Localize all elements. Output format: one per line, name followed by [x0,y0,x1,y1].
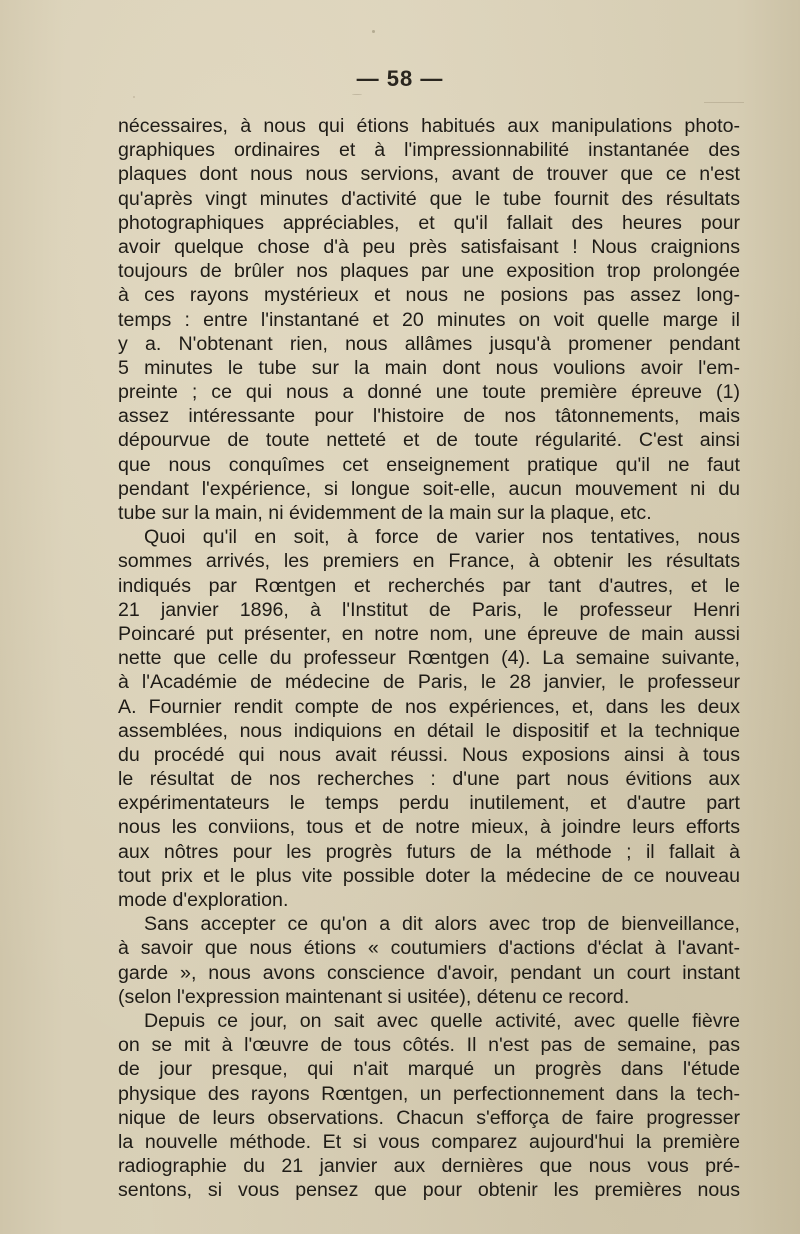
text-line: de jour presque, qui n'ait marqué un progrès dans l'étude [118,1058,740,1081]
text-line: pendant l'expérience, si longue soit-elle, aucun mouvement ni du [118,477,740,500]
text-line: preinte ; ce qui nous a donné une toute première épreuve (1) [118,381,740,404]
text-line: temps : entre l'instantané et 20 minutes on voit quelle marge il [118,308,740,331]
text-line: garde », nous avons conscience d'avoir, pendant un court instant [118,961,740,984]
text-line: nous les conviions, tous et de notre mieux, à joindre leurs efforts [118,816,740,839]
text-line: on se mit à l'œuvre de tous côtés. Il n'est pas de semaine, pas [118,1034,740,1057]
text-line: expérimentateurs le temps perdu inutilement, et d'autre part [118,792,740,815]
text-line: photographiques appréciables, et qu'il fallait des heures pour [118,211,740,234]
text-line: indiqués par Rœntgen et recherchés par tant d'autres, et le [118,574,740,597]
text-line: tube sur la main, ni évidemment de la main sur la plaque, etc. [118,502,652,524]
text-line: la nouvelle méthode. Et si vous comparez aujourd'hui la première [118,1130,740,1153]
text-line: nette que celle du professeur Rœntgen (4). La semaine suivante, [118,647,740,670]
text-line: toujours de brûler nos plaques par une exposition trop prolongée [118,260,740,283]
text-line: (selon l'expression maintenant si usitée), détenu ce record. [118,985,630,1008]
paper-speck [372,30,375,33]
paper-speck [704,102,744,103]
text-line: que nous conquîmes cet enseignement pratique qu'il ne faut [118,453,740,476]
text-line: Poincaré put présenter, en notre nom, une épreuve de main aussi [118,622,740,645]
paper-speck [133,96,135,98]
text-line: assez intéressante pour l'histoire de nos tâtonnements, mais [118,405,740,428]
text-line: sommes arrivés, les premiers en France, à obtenir les résultats [118,550,740,573]
text-line: nique de leurs observations. Chacun s'efforça de faire progresser [118,1106,740,1129]
text-line: Sans accepter ce qu'on a dit alors avec trop de bienveillance, [144,913,740,936]
text-line: radiographie du 21 janvier aux dernières que nous vous pré- [118,1155,740,1178]
text-line: physique des rayons Rœntgen, un perfectionnement dans la tech- [118,1082,740,1105]
text-line: à ces rayons mystérieux et nous ne posions pas assez long- [118,284,740,307]
text-line: Quoi qu'il en soit, à force de varier nos tentatives, nous [144,526,740,549]
text-line: dépourvue de toute netteté et de toute régularité. C'est ainsi [118,429,740,452]
text-line: nécessaires, à nous qui étions habitués aux manipulations photo- [118,115,740,137]
text-line: y a. N'obtenant rien, nous allâmes jusqu'à promener pendant [118,332,740,355]
text-line: le résultat de nos recherches : d'une part nous évitions aux [118,768,740,791]
text-line: assemblées, nous indiquions en détail le dispositif et la technique [118,719,740,742]
text-line: avoir quelque chose d'à peu près satisfaisant ! Nous craignions [118,235,740,258]
text-line: du procédé qui nous avait réussi. Nous exposions ainsi à tous [118,743,740,766]
text-line: sentons, si vous pensez que pour obtenir les premières nous [118,1179,740,1202]
text-line: aux nôtres pour les progrès futurs de la méthode ; il fallait à [118,840,740,863]
text-line: graphiques ordinaires et à l'impressionnabilité instantanée des [118,139,740,162]
text-line: à l'Académie de médecine de Paris, le 28 janvier, le professeur [118,671,740,694]
text-line: A. Fournier rendit compte de nos expériences, et, dans les deux [118,695,740,718]
text-line: tout prix et le plus vite possible doter la médecine de ce nouveau [118,864,740,887]
body-text [118,114,740,1202]
text-line: Depuis ce jour, on sait avec quelle activité, avec quelle fièvre [144,1009,740,1032]
page-number: — 58 — [356,66,444,91]
text-line: qu'après vingt minutes d'activité que le tube fournit des résultats [118,187,740,210]
text-line: 5 minutes le tube sur la main dont nous voulions avoir l'em- [118,356,740,379]
text-line: mode d'exploration. [118,889,289,911]
paper-speck [352,94,362,95]
text-line: à savoir que nous étions « coutumiers d'actions d'éclat à l'avant- [118,937,740,960]
text-line: 21 janvier 1896, à l'Institut de Paris, le professeur Henri [118,598,740,621]
text-line: plaques dont nous nous servions, avant de trouver que ce n'est [118,163,740,186]
